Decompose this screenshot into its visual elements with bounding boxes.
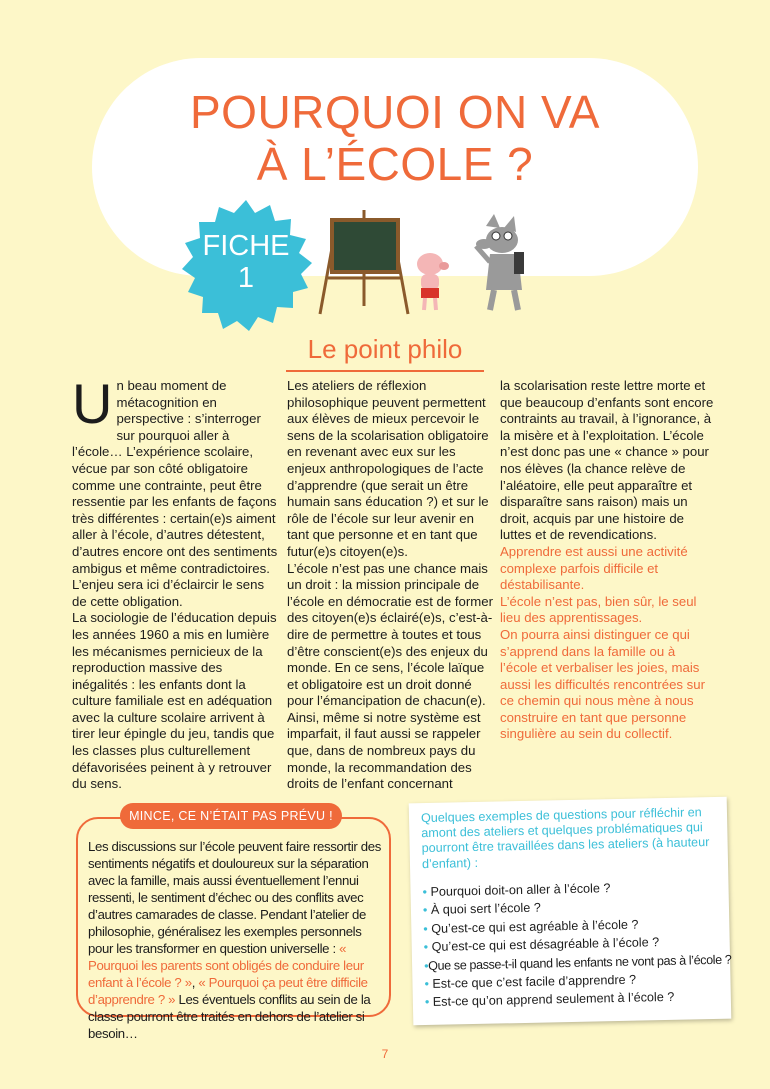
page-number: 7 [381,1047,389,1061]
badge-line-1: FICHE [202,230,290,262]
bullet-icon: • [423,921,428,936]
question-list [422,877,732,1012]
note-text [88,838,382,1042]
wolf-character-icon [476,214,524,310]
note-question-1: « Pourquoi les parents sont obligés de conduire leur enfant à l’école ? » [88,941,364,990]
bullet-icon: • [423,940,429,955]
chalkboard-icon [320,210,408,314]
paragraph: Les ateliers de réflexion philosophique peuvent permettent aux élèves de mieux percevoir le sens de la scolarisation obligatoire en revenant avec eux sur les enjeux anthropologiques de l’acte d’apprendre (que serait un être humain sans éducation ?) et sur le rôle de l’école sur leur avenir en tant que personne et en tant que futur(e)s citoyen(e)s. [287,378,489,559]
text-column-1 [72,372,278,793]
title-line-2: À L’ÉCOLE ? [256,138,534,190]
questions-card [409,797,732,1026]
question-text: À quoi sert l’école ? [430,901,541,918]
drop-cap: U [72,372,113,435]
paragraph: n beau moment de métacognition en perspective : s’interroger sur pourquoi aller à l’école… L’expérience scolaire, vécue par son côté obligatoire comme une contrainte, peut être ressentie par les enfants de façons très différentes : certain(e)s aiment aller à l’école, d’autres détestent, d’autres encore ont des sentiments ambigus et même contradictoires. L’enjeu sera ici d’éclaircir le sens de cette obligation. [72,378,278,609]
pig-character-icon [417,253,449,310]
highlight-paragraph: On pourra ainsi distinguer ce qui s’apprend dans la famille ou à l’école et verbaliser les joies, mais aussi les difficultés rencontrées sur ce chemin qui nous mène à nous construire en tant que personne singulière au sein du collectif. [500,626,705,742]
question-text: Est-ce que c’est facile d’apprendre ? [432,972,637,991]
fiche-badge [180,200,312,332]
text-column-3 [500,378,714,743]
question-text: Pourquoi doit-on aller à l’école ? [430,881,611,899]
card-intro: Quelques exemples de questions pour réfléchir en amont des ateliers et quelques problématiques qui pourront être travaillées dans les ateliers (à hauteur d’enfant) : [420,805,710,871]
title-line-1: POURQUOI ON VA [190,86,600,138]
question-text: Est-ce qu’on apprend seulement à l’école ? [432,990,675,1010]
note-tag: MINCE, CE N’ÉTAIT PAS PRÉVU ! [120,803,342,829]
bullet-icon: • [422,884,428,900]
illustration [318,206,538,318]
subheading: Le point philo [286,334,484,372]
question-text: Qu’est-ce qui est agréable à l’école ? [431,917,639,936]
text-column-2 [287,378,493,793]
bullet-icon: • [422,903,428,918]
badge-text [180,230,312,294]
highlight-paragraph: L’école n’est pas, bien sûr, le seul lieu des apprentissages. [500,593,697,626]
paragraph: la scolarisation reste lettre morte et que beaucoup d’enfants sont encore contraints au travail, à l’ignorance, à la misère et à l’exploitation. L’école n’est donc pas une « chance » pour nos élèves (la chance relève de l’aléatoire, elle peut apparaître et disparaître sans raison) mais un droit, acquis par une histoire de luttes et de revendications. [500,378,714,543]
note-question-2: « Pourquoi ça peut être difficile d’apprendre ? » [88,975,368,1007]
paragraph: L’école n’est pas une chance mais un droit : la mission principale de l’école en démocratie est de former des citoyen(e)s éclairé(e)s, c’est-à-dire de permettre à toutes et tous d’être conscient(e)s des enjeux du monde. En ce sens, l’école laïque et obligatoire est un droit donné pour l’émancipation de chacun(e). Ainsi, même si notre système est imparfait, il faut aussi se rappeler que, dans de nombreux pays du monde, la recommandation des droits de l’enfant concernant [287,560,493,792]
paragraph: La sociologie de l’éducation depuis les années 1960 a mis en lumière les mécanismes pernicieux de la reproduction massive des inégalités : les enfants dont la culture familiale est en adéquation avec la culture scolaire arrivent à tirer leur épingle du jeu, tandis que les classes plus culturellement défavorisées peinent à y retrouver du sens. [72,610,277,792]
highlight-paragraph: Apprendre est aussi une activité complexe parfois difficile et déstabilisante. [500,543,688,593]
page-title [92,86,698,190]
bullet-icon: • [424,977,430,992]
question-text: Qu’est-ce qui est désagréable à l’école ? [431,935,660,955]
note-text-b: Les éventuels conflits au sein de la classe pourront être traités en dehors de l’atelier si besoin… [88,992,371,1041]
note-text-a: Les discussions sur l’école peuvent faire ressortir des sentiments négatifs et douloureux sur la séparation avec la famille, mais aussi éventuellement l’ennui ressenti, le sentiment d’échec ou des conflits avec d’autres camarades de classe. Pendant l’atelier de philosophie, généralisez les exemples personnels pour les transformer en question universelle : [88,839,382,956]
bullet-icon: • [423,958,429,973]
question-text: Que se passe-t-il quand les enfants ne vont pas à l’école ? [427,952,732,973]
note-separator: , [191,975,199,990]
bullet-icon: • [424,995,430,1010]
badge-line-2: 1 [237,262,255,294]
